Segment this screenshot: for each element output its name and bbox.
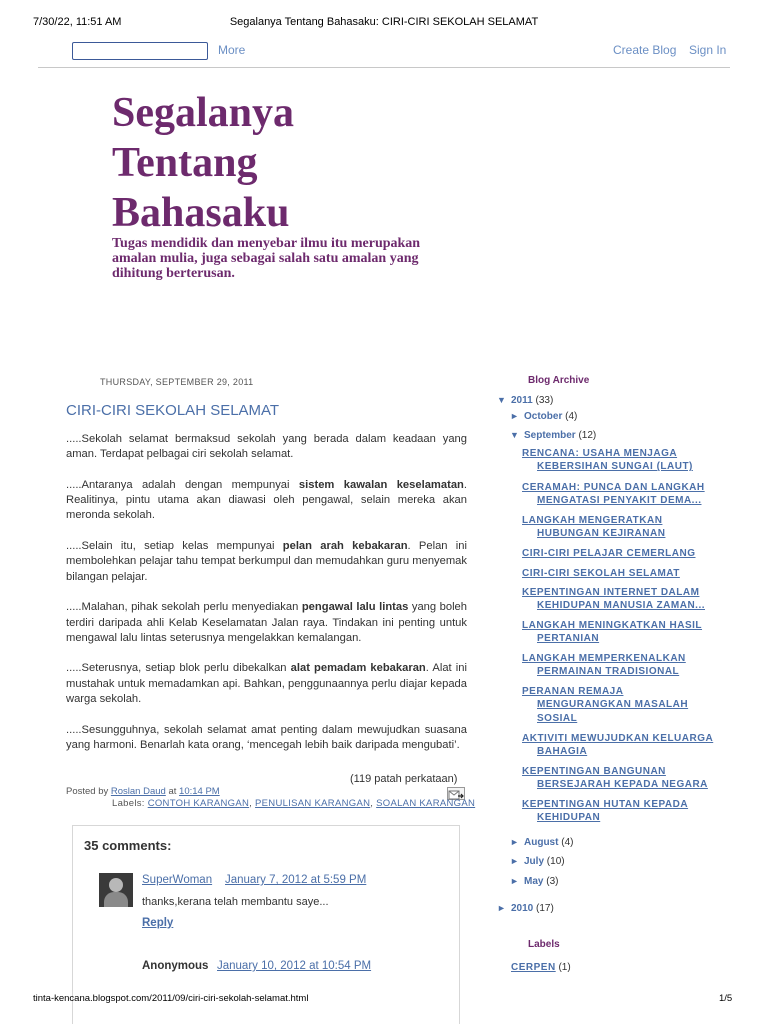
post-paragraph: .....Antaranya adalah dengan mempunyai sistem kawalan keselamatan. Realitinya, pintu utama akan diawasi oleh pengawal, selain mereka akan meronda sekolah. (66, 478, 467, 522)
expand-toggle-icon[interactable]: ► (510, 411, 519, 421)
labels-heading: Labels (528, 939, 560, 950)
archive-post-link[interactable]: RENCANA: USAHA MENJAGA KEBERSIHAN SUNGAI (LAUT) (522, 448, 693, 473)
archive-post-link[interactable]: LANGKAH MENGERATKAN HUBUNGAN KEJIRANAN (522, 515, 666, 540)
blog-title-line: Tentang (112, 140, 258, 186)
permalink-time[interactable]: 10:14 PM (179, 786, 220, 797)
expand-toggle-icon[interactable]: ▼ (497, 395, 506, 405)
archive-post-link[interactable]: KEPENTINGAN INTERNET DALAM KEHIDUPAN MANUSIA ZAMAN... (522, 587, 705, 612)
post-labels: Labels: CONTOH KARANGAN, PENULISAN KARANGAN, SOALAN KARANGAN (112, 798, 476, 809)
post-paragraph: .....Sesungguhnya, sekolah selamat amat penting dalam mewujudkan suasana yang harmoni. Benarlah kata orang, ‘mencegah lebih baik daripada mengubati’. (66, 723, 467, 751)
label-link[interactable]: SOALAN KARANGAN (376, 798, 476, 809)
archive-month-may[interactable]: ► May (3) (510, 876, 559, 887)
blog-title-line: Bahasaku (112, 190, 290, 236)
reply-link[interactable]: Reply (142, 917, 174, 929)
print-page-number: 1/5 (719, 993, 733, 1004)
expand-toggle-icon[interactable]: ► (510, 837, 519, 847)
label-link[interactable]: CERPEN (511, 962, 556, 973)
blogger-navbar (38, 40, 730, 68)
comment-date-link[interactable]: January 10, 2012 at 10:54 PM (217, 960, 372, 972)
emphasis: sistem kawalan keselamatan (298, 478, 464, 491)
archive-post-link[interactable]: CIRI-CIRI SEKOLAH SELAMAT (522, 568, 680, 579)
label-link[interactable]: PENULISAN KARANGAN (255, 798, 371, 809)
avatar[interactable] (99, 873, 133, 907)
expand-toggle-icon[interactable]: ► (510, 876, 519, 886)
comment-date-link[interactable]: January 7, 2012 at 5:59 PM (225, 874, 367, 886)
post-paragraph: .....Seterusnya, setiap blok perlu dibekalkan alat pemadam kebakaran. Alat ini mustahak untuk memadamkan api. Bahkan, penggunaannya perlu diajar kepada warga sekolah. (66, 662, 467, 706)
archive-post-link[interactable]: KEPENTINGAN HUTAN KEPADA KEHIDUPAN (522, 799, 689, 824)
blog-archive-heading: Blog Archive (528, 375, 590, 386)
blog-title-line: Segalanya (112, 90, 295, 136)
post-footer-author: Posted by Roslan Daud at 10:14 PM (66, 786, 220, 797)
archive-post-link[interactable]: LANGKAH MENINGKATKAN HASIL PERTANIAN (522, 620, 703, 645)
expand-toggle-icon[interactable]: ► (510, 856, 519, 866)
print-document-title: Segalanya Tentang Bahasaku: CIRI-CIRI SEKOLAH SELAMAT (229, 16, 539, 28)
comment-author: Anonymous (142, 960, 209, 972)
more-link[interactable]: More (218, 43, 246, 57)
emphasis: pelan arah kebakaran (282, 540, 408, 553)
post-date: THURSDAY, SEPTEMBER 29, 2011 (100, 377, 254, 387)
archive-month-september[interactable]: ▼ September (12) (510, 430, 597, 441)
post-paragraph: .....Selain itu, setiap kelas mempunyai pelan arah kebakaran. Pelan ini membolehkan pelajar tahu tempat berkumpul dan memudahkan guru menyemak bilangan pelajar. (66, 540, 468, 583)
comments-heading: 35 comments: (84, 838, 172, 853)
archive-month-july[interactable]: ► July (10) (510, 856, 565, 867)
post-body (66, 432, 467, 769)
blog-title[interactable] (112, 88, 432, 238)
word-count: (119 patah perkataan) (350, 773, 458, 785)
author-link[interactable]: Roslan Daud (110, 786, 166, 797)
archive-post-link[interactable]: CERAMAH: PUNCA DAN LANGKAH MENGATASI PENYAKIT DEMA... (522, 482, 705, 507)
post-title[interactable]: CIRI-CIRI SEKOLAH SELAMAT (66, 402, 280, 419)
archive-year-2010[interactable]: ► 2010 (17) (497, 903, 554, 914)
archive-month-october[interactable]: ► October (4) (510, 411, 578, 422)
label-item-cerpen: CERPEN (1) (511, 962, 571, 973)
create-blog-link[interactable]: Create Blog (613, 43, 677, 57)
comment-text: thanks,kerana telah membantu saye... (142, 896, 329, 908)
archive-post-link[interactable]: LANGKAH MEMPERKENALKAN PERMAINAN TRADISIONAL (522, 653, 686, 678)
archive-post-link[interactable]: AKTIVITI MEWUJUDKAN KELUARGA BAHAGIA (522, 733, 714, 758)
archive-post-link[interactable]: CIRI-CIRI PELAJAR CEMERLANG (522, 548, 696, 559)
archive-month-august[interactable]: ► August (4) (510, 837, 574, 848)
archive-year-2011[interactable]: ▼ 2011 (33) (497, 395, 554, 406)
label-link[interactable]: CONTOH KARANGAN (147, 798, 250, 809)
post-paragraph: .....Sekolah selamat bermaksud sekolah yang berada dalam keadaan yang aman. Terdapat pelbagai ciri sekolah selamat. (66, 433, 467, 461)
search-input[interactable] (72, 42, 208, 60)
post-paragraph: .....Malahan, pihak sekolah perlu menyediakan pengawal lalu lintas yang boleh terdiri daripada ahli Kelab Keselamatan Jalan raya. Tindakan ini penting untuk mengawal lalu lintas seterusnya mengelakkan kemalangan. (66, 601, 467, 644)
comment-author-link[interactable]: SuperWoman (142, 874, 213, 886)
print-datetime: 7/30/22, 11:51 AM (33, 16, 122, 28)
sign-in-link[interactable]: Sign In (689, 43, 727, 57)
archive-post-link[interactable]: KEPENTINGAN BANGUNAN BERSEJARAH KEPADA NEGARA (522, 766, 708, 791)
archive-post-link[interactable]: PERANAN REMAJA MENGURANGKAN MASALAH SOSIAL (522, 686, 689, 724)
blog-description: Tugas mendidik dan menyebar ilmu itu merupakan amalan mulia, juga sebagai salah satu amalan yang dihitung berterusan. (112, 236, 421, 281)
print-url: tinta-kencana.blogspot.com/2011/09/ciri-ciri-sekolah-selamat.html (33, 993, 309, 1004)
expand-toggle-icon[interactable]: ► (497, 903, 506, 913)
emphasis: pengawal lalu lintas (301, 601, 409, 614)
expand-toggle-icon[interactable]: ▼ (510, 430, 519, 440)
emphasis: alat pemadam kebakaran (290, 662, 426, 675)
